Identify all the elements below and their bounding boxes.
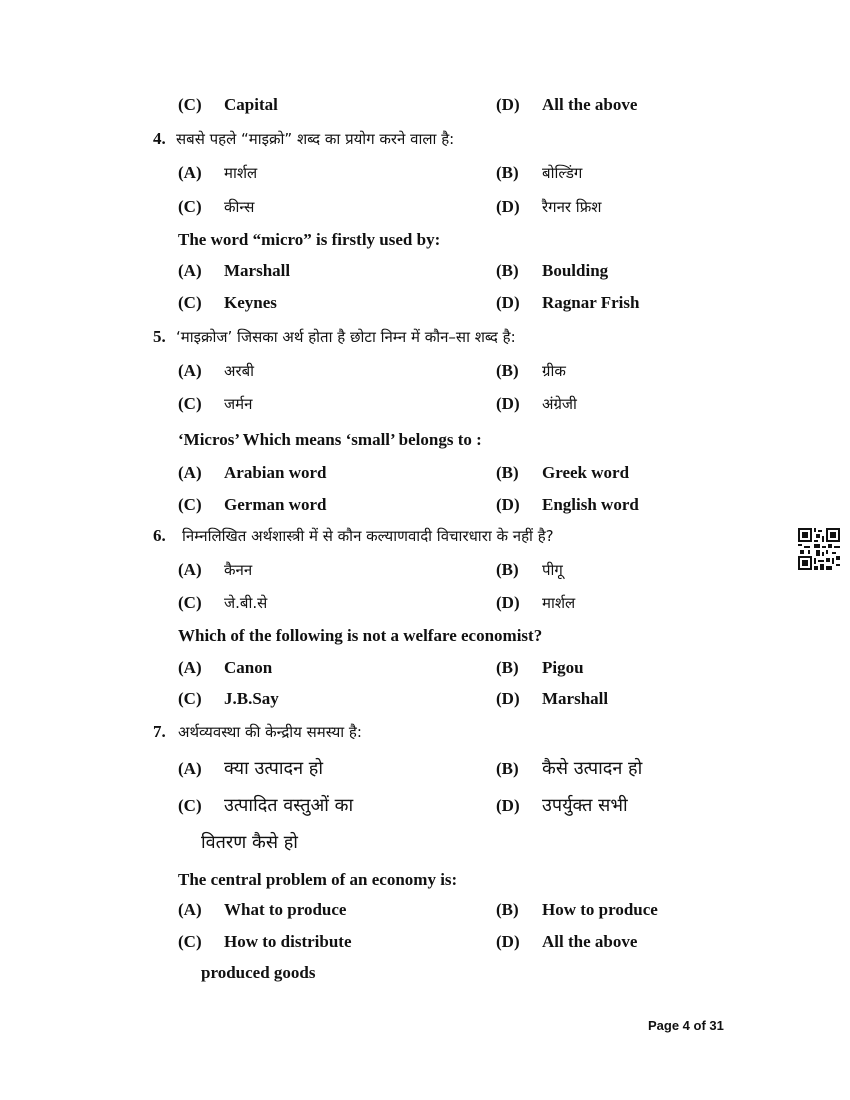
- option-label: (D): [496, 689, 520, 708]
- q5-english-row-cd: [0, 491, 850, 519]
- q6-hindi-question-row: [0, 522, 850, 550]
- q6-hindi-option-b: पीगू: [542, 561, 563, 579]
- option-label: (A): [178, 658, 202, 677]
- q3-option-d: All the above: [542, 95, 638, 114]
- q5-hindi-question: ‘माइक्रोज’ जिसका अर्थ होता है छोटा निम्न में कौन–सा शब्द है:: [176, 328, 516, 346]
- q7-hindi-option-c-continued: वितरण कैसे हो: [201, 832, 298, 853]
- q4-hindi-option-b: बोल्डिंग: [542, 164, 583, 182]
- option-label: (D): [496, 796, 520, 815]
- q5-english-option-a: Arabian word: [224, 463, 327, 482]
- q7-hindi-option-a: क्या उत्पादन हो: [224, 758, 324, 779]
- q6-english-row-cd: [0, 685, 850, 713]
- option-label: (C): [178, 593, 202, 612]
- q5-hindi-option-c: जर्मन: [224, 395, 253, 413]
- option-label: (B): [496, 463, 519, 482]
- q4-hindi-option-d: रैगनर फ्रिश: [542, 198, 602, 216]
- q7-hindi-option-c: उत्पादित वस्तुओं का: [224, 795, 354, 816]
- q3-option-row-cd: [0, 91, 850, 119]
- option-label: (D): [496, 95, 520, 114]
- q6-english-option-a: Canon: [224, 658, 273, 677]
- q7-english-option-d: All the above: [542, 932, 638, 951]
- option-label: (A): [178, 463, 202, 482]
- qr-code-icon[interactable]: [798, 527, 840, 571]
- q7-english-question: The central problem of an economy is:: [178, 870, 458, 889]
- q5-hindi-row-ab: [0, 357, 850, 385]
- q6-english-row-ab: [0, 654, 850, 682]
- option-label: (C): [178, 293, 202, 312]
- q7-english-option-a: What to produce: [224, 900, 347, 919]
- q6-hindi-option-a: कैनन: [224, 561, 253, 579]
- q4-english-option-b: Boulding: [542, 261, 609, 280]
- option-label: (B): [496, 900, 519, 919]
- option-label: (B): [496, 658, 519, 677]
- q5-hindi-row-cd: [0, 390, 850, 418]
- option-label: (B): [496, 163, 519, 182]
- q4-hindi-option-a: मार्शल: [224, 164, 258, 182]
- q6-hindi-row-ab: [0, 556, 850, 584]
- option-label: (C): [178, 932, 202, 951]
- q7-english-option-c: How to distribute: [224, 932, 352, 951]
- option-label: (B): [496, 261, 519, 280]
- q4-english-row-ab: [0, 257, 850, 285]
- option-label: (D): [496, 197, 520, 216]
- option-label: (C): [178, 495, 202, 514]
- option-label: (D): [496, 495, 520, 514]
- option-label: (C): [178, 95, 202, 114]
- q6-hindi-option-d: मार्शल: [542, 594, 576, 612]
- q4-english-option-a: Marshall: [224, 261, 291, 280]
- option-label: (A): [178, 759, 202, 778]
- option-label: (A): [178, 560, 202, 579]
- question-number: 5.: [153, 327, 166, 346]
- q5-hindi-option-d: अंग्रेजी: [542, 395, 577, 413]
- q4-hindi-row-ab: [0, 159, 850, 187]
- option-label: (B): [496, 759, 519, 778]
- q7-hindi-option-d: उपर्युक्त सभी: [542, 795, 628, 816]
- q5-english-question: ‘Micros’ Which means ‘small’ belongs to :: [178, 430, 482, 449]
- q7-english-row-cd: [0, 928, 850, 956]
- q7-hindi-option-b: कैसे उत्पादन हो: [542, 758, 643, 779]
- q4-english-row-cd: [0, 289, 850, 317]
- option-label: (D): [496, 932, 520, 951]
- q5-english-row-ab: [0, 459, 850, 487]
- q7-english-row-ab: [0, 896, 850, 924]
- option-label: (D): [496, 394, 520, 413]
- question-number: 6.: [153, 526, 166, 545]
- option-label: (B): [496, 560, 519, 579]
- q6-hindi-question: निम्नलिखित अर्थशास्त्री में से कौन कल्याणवादी विचारधारा के नहीं है?: [182, 527, 554, 545]
- option-label: (B): [496, 361, 519, 380]
- question-number: 4.: [153, 129, 166, 148]
- q6-english-option-b: Pigou: [542, 658, 584, 677]
- q5-hindi-option-b: ग्रीक: [542, 362, 566, 380]
- option-label: (A): [178, 261, 202, 280]
- option-label: (D): [496, 593, 520, 612]
- q4-hindi-question: सबसे पहले “माइक्रो” शब्द का प्रयोग करने वाला है:: [176, 130, 455, 148]
- q4-hindi-option-c: कीन्स: [224, 198, 255, 216]
- q7-hindi-question: अर्थव्यवस्था की केन्द्रीय समस्या है:: [178, 723, 362, 741]
- q4-hindi-question-row: [0, 125, 850, 153]
- option-label: (A): [178, 163, 202, 182]
- q7-hindi-row-cd: [0, 792, 850, 820]
- q6-english-question: Which of the following is not a welfare economist?: [178, 626, 543, 645]
- q7-hindi-question-row: [0, 718, 850, 746]
- q6-hindi-row-cd: [0, 589, 850, 617]
- q5-english-option-c: German word: [224, 495, 327, 514]
- q7-english-option-c-continued: produced goods: [201, 963, 316, 982]
- option-label: (A): [178, 900, 202, 919]
- option-label: (A): [178, 361, 202, 380]
- q5-hindi-question-row: [0, 323, 850, 351]
- option-label: (C): [178, 197, 202, 216]
- q5-english-option-d: English word: [542, 495, 639, 514]
- q3-option-c: Capital: [224, 95, 278, 114]
- page-number: Page 4 of 31: [648, 1018, 724, 1033]
- q5-english-option-b: Greek word: [542, 463, 630, 482]
- q6-english-option-c: J.B.Say: [224, 689, 279, 708]
- q4-english-question: The word “micro” is firstly used by:: [178, 230, 441, 249]
- option-label: (D): [496, 293, 520, 312]
- option-label: (C): [178, 796, 202, 815]
- q4-hindi-row-cd: [0, 193, 850, 221]
- q6-hindi-option-c: जे.बी.से: [224, 594, 268, 612]
- question-number: 7.: [153, 722, 166, 741]
- q6-english-option-d: Marshall: [542, 689, 609, 708]
- q4-english-option-d: Ragnar Frish: [542, 293, 640, 312]
- option-label: (C): [178, 394, 202, 413]
- option-label: (C): [178, 689, 202, 708]
- q7-hindi-row-ab: [0, 755, 850, 783]
- q7-english-option-b: How to produce: [542, 900, 658, 919]
- q4-english-option-c: Keynes: [224, 293, 277, 312]
- q5-hindi-option-a: अरबी: [224, 362, 255, 380]
